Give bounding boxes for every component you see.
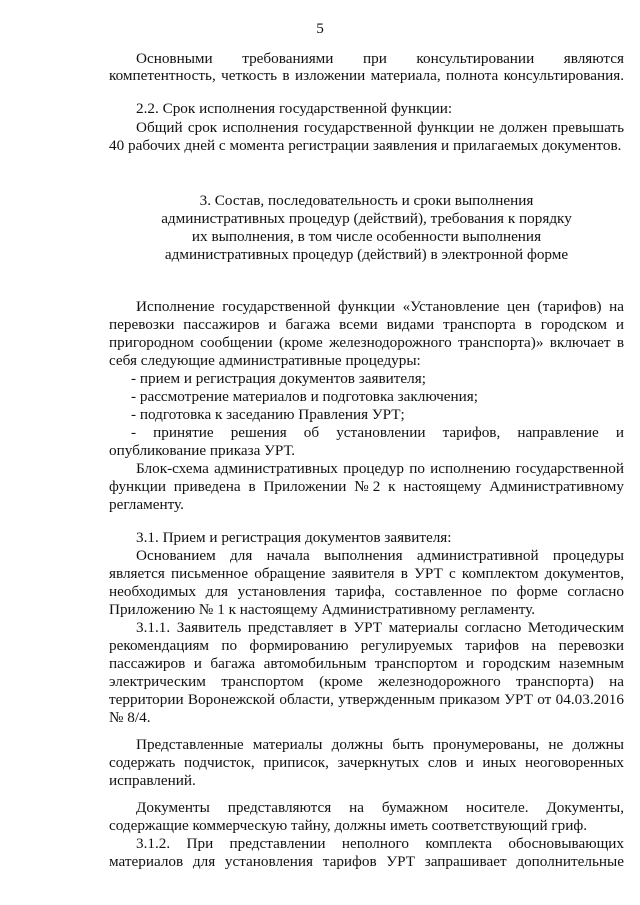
paragraph-line: 40 рабочих дней с момента регистрации заявления и прилагаемых документов. — [109, 137, 622, 154]
list-item: - подготовка к заседанию Правления УРТ; — [131, 406, 405, 423]
paragraph-line: себя следующие административные процедуры: — [109, 352, 421, 369]
section-heading-3: административных процедур (действий), требования к порядку — [161, 210, 572, 227]
paragraph-line: № 8/4. — [109, 709, 151, 726]
paragraph-line: территории Воронежской области, утвержденным приказом УРТ от 04.03.2016 — [109, 691, 624, 708]
list-item: - принятие решения об установлении тарифов, направление и — [131, 424, 624, 441]
paragraph-line: Приложению № 1 к настоящему Административному регламенту. — [109, 601, 536, 618]
paragraph-line: пригородном сообщении (кроме железнодорожного транспорта)» включает в — [109, 334, 624, 351]
paragraph-line: исправлений. — [109, 772, 196, 789]
paragraph-line: компетентность, четкость в изложении материала, полнота консультирования. — [109, 67, 624, 84]
paragraph-line: Исполнение государственной функции «Установление цен (тарифов) на — [136, 298, 624, 315]
paragraph-line: содержать подчисток, приписок, зачеркнутых слов и иных неоговоренных — [109, 754, 624, 771]
paragraph-line: необходимых для установления тарифа, составленное по форме согласно — [109, 583, 624, 600]
paragraph-line: 3.1.2. При представлении неполного комплекта обосновывающих — [136, 835, 624, 852]
paragraph-line: перевозки пассажиров и багажа всеми видами транспорта в городском и — [109, 316, 624, 333]
paragraph-line: пассажиров и багажа автомобильным транспортом и городским наземным — [109, 655, 624, 672]
section-title-3-1: 3.1. Прием и регистрация документов заявителя: — [136, 529, 452, 546]
paragraph-line: электрическим транспортом (кроме железнодорожного транспорта) на — [109, 673, 624, 690]
paragraph-line: Блок-схема административных процедур по исполнению государственной — [136, 460, 624, 477]
list-item: опубликование приказа УРТ. — [109, 442, 296, 459]
list-item: - прием и регистрация документов заявителя; — [131, 370, 426, 387]
paragraph-line: материалов для установления тарифов УРТ запрашивает дополнительные — [109, 853, 624, 870]
paragraph-line: Документы представляются на бумажном носителе. Документы, — [136, 799, 624, 816]
section-heading-3: 3. Состав, последовательность и сроки выполнения — [199, 192, 534, 209]
paragraph-line: Основанием для начала выполнения административной процедуры — [136, 547, 624, 564]
paragraph-line: функции приведена в Приложении №2 к настоящему Административному — [109, 478, 624, 495]
paragraph-line: содержащие коммерческую тайну, должны иметь соответствующий гриф. — [109, 817, 588, 834]
paragraph-line: регламенту. — [109, 496, 184, 513]
page-number: 5 — [316, 20, 324, 37]
paragraph-line: Общий срок исполнения государственной функции не должен превышать — [136, 119, 624, 136]
list-item: - рассмотрение материалов и подготовка заключения; — [131, 388, 478, 405]
paragraph-line: Представленные материалы должны быть пронумерованы, не должны — [136, 736, 624, 753]
paragraph-line: является письменное обращение заявителя в УРТ с комплектом документов, — [109, 565, 624, 582]
paragraph-line: Основными требованиями при консультировании являются — [136, 50, 624, 67]
paragraph-line: 3.1.1. Заявитель представляет в УРТ материалы согласно Методическим — [136, 619, 624, 636]
section-heading-3: их выполнения, в том числе особенности выполнения — [191, 228, 542, 245]
section-heading-3: административных процедур (действий) в электронной форме — [164, 246, 569, 263]
section-title-2-2: 2.2. Срок исполнения государственной функции: — [136, 100, 453, 117]
paragraph-line: рекомендациям по формированию регулируемых тарифов на перевозки — [109, 637, 624, 654]
